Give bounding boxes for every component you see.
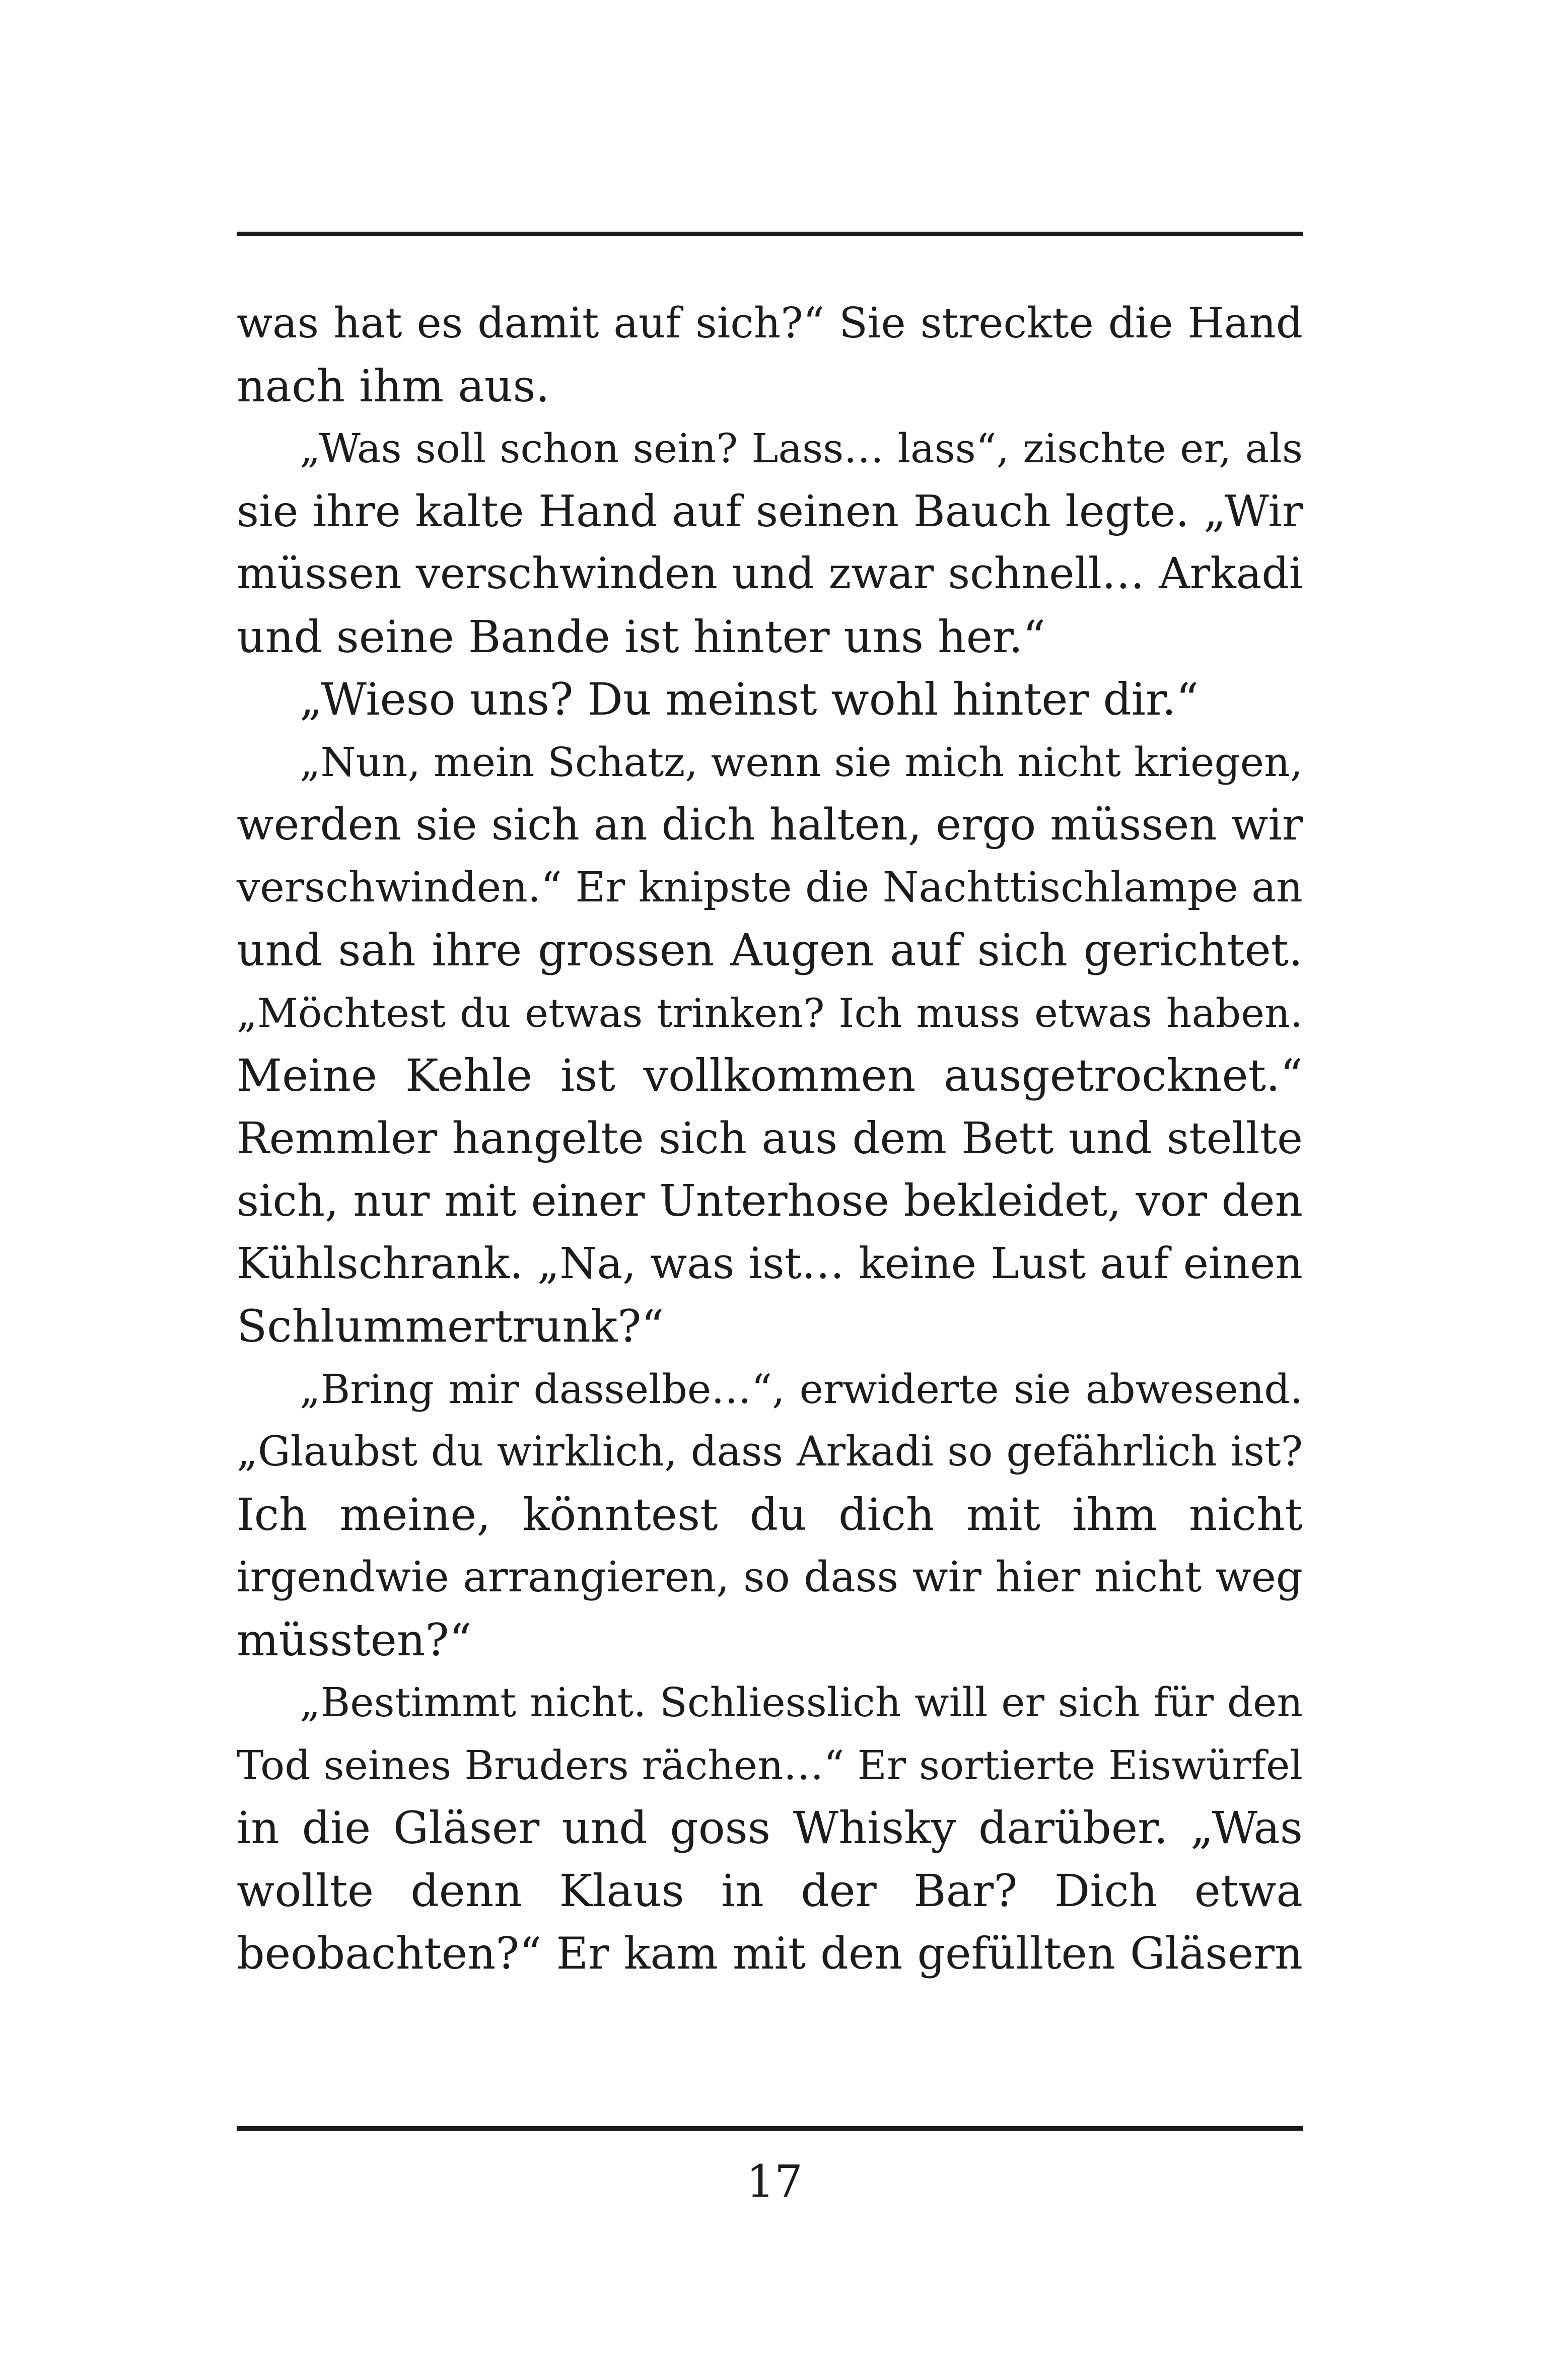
text-line: werden sie sich an dich halten, ergo müssen wir [237, 800, 1303, 850]
text-line: nach ihm aus. [237, 360, 550, 412]
header-rule [237, 232, 1303, 236]
text-line: und sah ihre grossen Augen auf sich gerichtet. [237, 924, 1303, 976]
text-line: „Bestimmt nicht. Schliesslich will er sich für den [300, 1679, 1303, 1726]
text-line: Remmler hangelte sich aus dem Bett und stellte [237, 1113, 1303, 1164]
text-line: in die Gläser und goss Whisky darüber. „Was [237, 1802, 1303, 1854]
footer-rule [237, 2126, 1303, 2131]
text-line: irgendwie arrangieren, so dass wir hier nicht weg [237, 1553, 1303, 1601]
text-line: müssen verschwinden und zwar schnell… Arkadi [237, 549, 1303, 599]
page-number: 17 [746, 2155, 803, 2207]
text-line: Meine Kehle ist vollkommen ausgetrocknet.“ [237, 1049, 1303, 1101]
text-line: „Möchtest du etwas trinken? Ich muss etwas haben. [237, 990, 1303, 1036]
text-line: Kühlschrank. „Na, was ist… keine Lust auf einen [237, 1238, 1303, 1289]
text-line: was hat es damit auf sich?“ Sie streckte die Hand [237, 299, 1303, 347]
text-line: Tod seines Bruders rächen…“ Er sortierte Eiswürfel [237, 1741, 1303, 1789]
text-line: „Bring mir dasselbe…“, erwiderte sie abwesend. [300, 1365, 1303, 1413]
body-text [237, 292, 1303, 1985]
text-line: Ich meine, könntest du dich mit ihm nicht [237, 1488, 1303, 1541]
text-line: „Nun, mein Schatz, wenn sie mich nicht kriegen, [300, 738, 1303, 786]
text-line: müssten?“ [237, 1614, 472, 1666]
text-line: sie ihre kalte Hand auf seinen Bauch legte. „Wir [237, 486, 1303, 537]
text-line: „Was soll schon sein? Lass… lass“, zischte er, als [300, 425, 1303, 472]
text-line: verschwinden.“ Er knipste die Nachttischlampe an [237, 863, 1303, 912]
text-line: wollte denn Klaus in der Bar? Dich etwa [237, 1864, 1303, 1917]
text-line: sich, nur mit einer Unterhose bekleidet, vor den [237, 1176, 1303, 1226]
text-line: Schlummertrunk?“ [237, 1300, 664, 1352]
text-line: beobachten?“ Er kam mit den gefüllten Gläsern [237, 1928, 1303, 1979]
text-line: und seine Bande ist hinter uns her.“ [237, 610, 1046, 663]
text-line: „Glaubst du wirklich, dass Arkadi so gefährlich ist? [237, 1428, 1303, 1476]
text-line: „Wieso uns? Du meinst wohl hinter dir.“ [300, 673, 1199, 725]
